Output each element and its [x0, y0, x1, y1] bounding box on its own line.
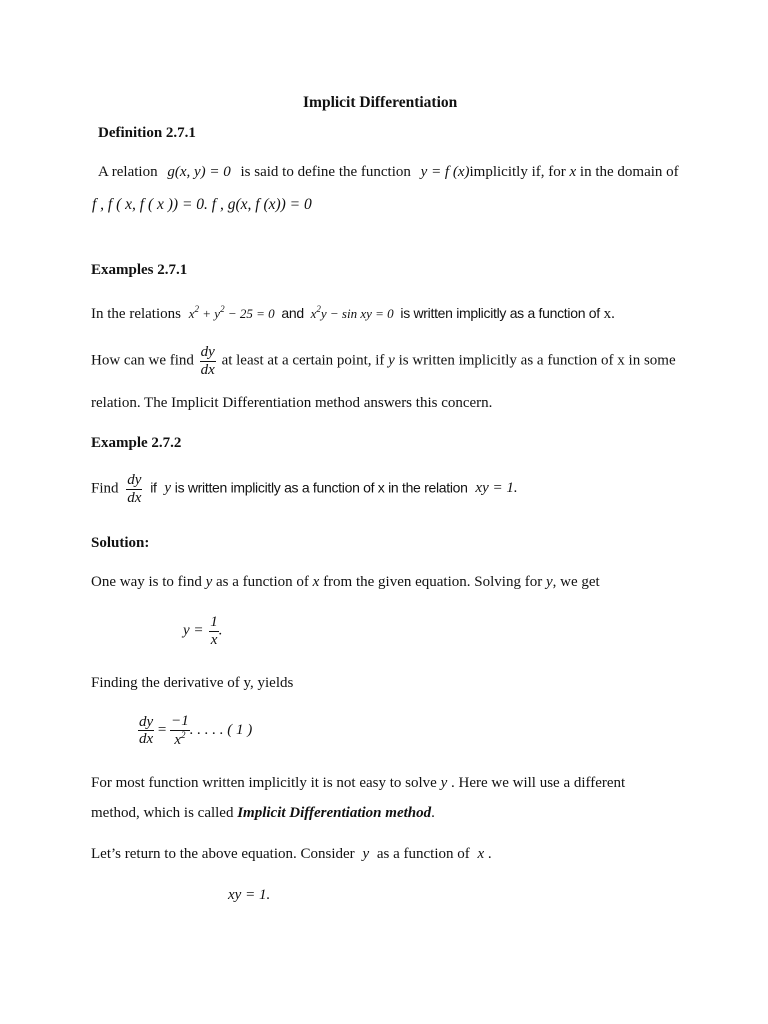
var-x: x [569, 164, 577, 180]
question-text: How can we find [91, 352, 194, 369]
examples-heading: Examples 2.7.1 [91, 262, 188, 278]
examples-text: x. [603, 306, 615, 322]
example-272-text: is written implicitly as a function of x in the relation [174, 479, 468, 496]
equation-label: . . . . . ( 1 ) [189, 722, 253, 738]
relation-equation: g(x, y) = 0 [167, 164, 231, 180]
question-line [91, 344, 676, 378]
question-text: is written implicitly as a function of x in some [398, 352, 676, 369]
solution-heading: Solution: [91, 535, 150, 551]
function-equation: y = f (x) [420, 164, 470, 180]
method-paragraph-1: For most function written implicitly it is not easy to solve y . Here we will use a different [91, 775, 626, 791]
definition-text: A relation [98, 164, 158, 180]
example-272-heading: Example 2.7.2 [91, 435, 182, 451]
sine-equation: $x^2y - \sin$ xy = 0 [310, 304, 394, 321]
definition-heading: Definition 2.7.1 [98, 125, 196, 141]
final-equation: xy = 1. [228, 887, 271, 903]
circle-equation: $x^2 + y^2 - 25 = 0$ [188, 304, 275, 321]
question-line-2: relation. The Implicit Differentiation method answers this concern. [91, 395, 493, 411]
if-text: if [150, 479, 157, 496]
page-title: Implicit Differentiation [303, 94, 458, 111]
dy-dx-fraction: $\frac{dy}{dx}$ [127, 472, 142, 506]
definition-text: is said to define the function [240, 164, 411, 180]
definition-text: in the domain of [579, 164, 679, 180]
question-text: at least at a certain point, if [221, 352, 385, 369]
var-y: y [164, 480, 172, 497]
method-paragraph-2: method, which is called Implicit Differentiation method. [91, 805, 435, 821]
examples-text: is written implicitly as a function of [400, 305, 600, 321]
definition-line-2: f , f ( x, f ( x )) = 0. f , g(x, f (x)) = 0 [92, 196, 312, 213]
definition-line-1 [98, 164, 679, 181]
var-y: y [388, 352, 395, 369]
example-272-line [91, 472, 518, 506]
relation-xy: xy = 1. [475, 480, 518, 497]
dy-dx-fraction: $\frac{dy}{dx}$ [200, 344, 215, 378]
definition-text: implicitly if, for [469, 164, 566, 180]
examples-line [91, 304, 615, 323]
method-name: Implicit Differentiation method [237, 805, 432, 821]
derivative-text: Finding the derivative of y, yields [91, 675, 294, 691]
find-text: Find [91, 480, 119, 497]
return-line: Let’s return to the above equation. Consider y as a function of x . [91, 846, 492, 862]
examples-text: In the relations [91, 306, 181, 322]
and-text: and [281, 305, 304, 321]
solution-line-1: One way is to find y as a function of x from the given equation. Solving for y, we get [91, 574, 600, 590]
derivative-equation: $\frac{dy}{dx}$ = $\frac{-1}{x^2}$ . . . . . ( 1 ) [139, 713, 253, 748]
solved-equation: y = $\frac{1}{x}$ . [183, 614, 223, 648]
